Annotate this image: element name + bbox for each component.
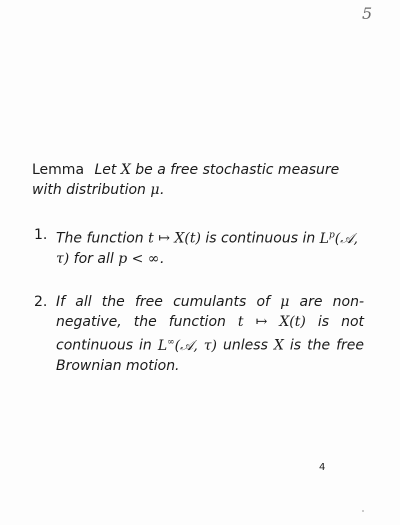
lemma-item-2 [34, 292, 364, 376]
lemma-distribution: μ. [150, 182, 164, 198]
item-text-segment: If all the free cumulants of [56, 294, 270, 310]
lemma-text-lead: Let [94, 162, 117, 178]
item-text-segment: is not continuous in [56, 314, 365, 354]
function-map: t ↦ X(t) [148, 230, 201, 247]
measure-symbol: μ [280, 294, 290, 310]
variable: X [273, 337, 284, 354]
lemma-text-mid: be a free stochastic measure with distribution [32, 162, 340, 198]
lemma-heading: Lemma [32, 162, 85, 178]
item-text-segment: is the free Brownian motion. [56, 337, 365, 374]
item-text-segment: The function [56, 230, 144, 247]
condition: p < ∞. [118, 250, 164, 267]
item-text-segment: is continuous in [205, 230, 316, 247]
item-text-segment: unless [223, 337, 268, 354]
item-number: 1. [34, 227, 48, 243]
lemma-statement [32, 160, 372, 200]
item-number: 2. [34, 294, 48, 310]
handwritten-page-mark: 5 [362, 4, 373, 23]
lemma-item-1 [34, 225, 364, 269]
scan-speck [362, 510, 364, 512]
page-number: 4 [319, 462, 326, 473]
item-text-segment: are non-negative, the function [56, 294, 365, 330]
lemma-variable: X [120, 162, 131, 178]
function-space: $L^p(𝒜$, τ) [56, 230, 358, 267]
item-text [56, 225, 364, 269]
item-text [56, 292, 364, 376]
function-map: t ↦ X(t) [237, 314, 306, 330]
function-space: L∞(𝒜, τ) [157, 337, 217, 354]
item-text-segment: for all [73, 250, 114, 267]
